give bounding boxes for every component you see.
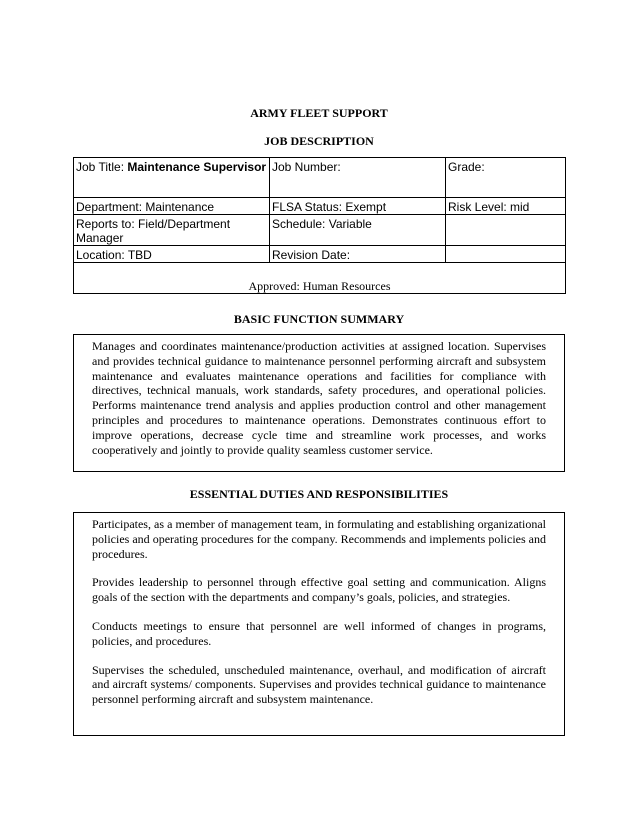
essential-duties-heading: ESSENTIAL DUTIES AND RESPONSIBILITIES [189,487,449,501]
duty-paragraph: Conducts meetings to ensure that personnel are well informed of changes in programs, policies, and procedures. [92,618,546,648]
job-title-value: Maintenance Supervisor [127,160,267,174]
document-title: JOB DESCRIPTION [264,134,374,148]
duty-paragraph: Provides leadership to personnel through effective goal setting and communication. Aligns goals of the section with the departments and company’s goals, policies, and strategies. [92,575,546,605]
empty-cell [446,246,566,263]
table-row [74,246,566,263]
basic-function-text: Manages and coordinates maintenance/production activities at assigned location. Supervises and provides technical guidance to maintenance personnel performing aircraft and subsystem maintenance and evaluates maintenance operations and facilities for compliance with directives, technical manuals, work standards, safety procedures, and operational policies. Performs maintenance trend analysis and applies production control and other management principles and procedures to maintenance operations. Demonstrates continuous effort to improve operations, decrease cycle time and streamline work processes, and works cooperatively and jointly to provide quality seamless customer service. [92,339,546,457]
table-row [74,215,566,246]
job-title-label: Job Title: [76,160,125,174]
schedule-cell: Schedule: Variable [270,215,446,246]
table-row [74,158,566,198]
risk-level-cell: Risk Level: mid [446,198,566,215]
job-info-table [73,157,566,294]
empty-cell [446,215,566,246]
table-row [74,198,566,215]
approved-cell: Approved: Human Resources [74,263,566,294]
location-cell: Location: TBD [74,246,270,263]
organization-title: ARMY FLEET SUPPORT [250,106,388,120]
flsa-status-cell: FLSA Status: Exempt [270,198,446,215]
table-row [74,263,566,294]
basic-function-heading: BASIC FUNCTION SUMMARY [233,312,405,326]
reports-to-cell: Reports to: Field/Department Manager [74,215,270,246]
duty-paragraph: Participates, as a member of management team, in formulating and establishing organizational policies and operating procedures for the company. Recommends and implements policies and procedures. [92,517,546,561]
basic-function-box [73,334,565,472]
job-number-cell: Job Number: [270,158,446,198]
department-cell: Department: Maintenance [74,198,270,215]
revision-date-cell: Revision Date: [270,246,446,263]
job-title-cell [74,158,270,198]
essential-duties-box [73,512,565,736]
duty-paragraph: Supervises the scheduled, unscheduled maintenance, overhaul, and modification of aircraft and aircraft systems/ components. Supervises and provides technical guidance to maintenance personnel performing aircraft and subsystem maintenance. [92,662,546,707]
grade-cell: Grade: [446,158,566,198]
